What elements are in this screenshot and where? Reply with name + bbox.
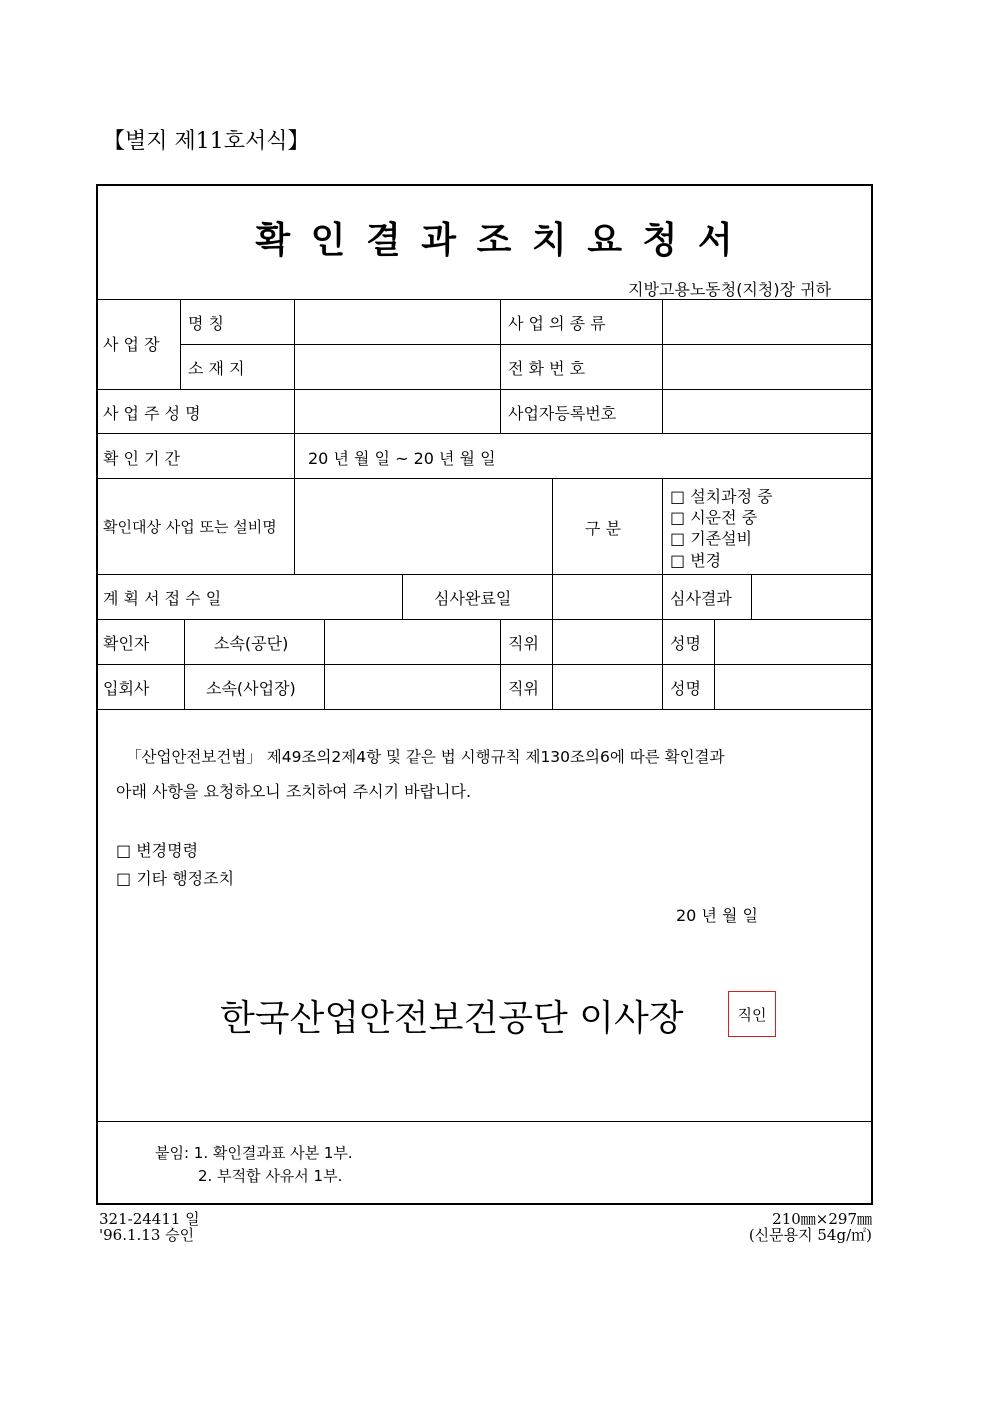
col-line bbox=[324, 619, 325, 709]
plan-receipt-label: 계 획 서 접 수 일 bbox=[103, 589, 222, 608]
row-line bbox=[96, 664, 873, 665]
request-date: 20 년 월 일 bbox=[676, 906, 758, 925]
row-line bbox=[180, 344, 873, 345]
row-line bbox=[96, 389, 873, 390]
col-line bbox=[184, 619, 185, 709]
col-line bbox=[402, 574, 403, 619]
col-line bbox=[714, 619, 715, 709]
business-type-label: 사 업 의 종 류 bbox=[508, 314, 606, 333]
col-line bbox=[500, 619, 501, 709]
affiliation-agency-label: 소속(공단) bbox=[214, 634, 289, 653]
category-option: □ 설치과정 중 bbox=[670, 487, 773, 506]
person-name-label: 성명 bbox=[670, 679, 701, 698]
target-label: 확인대상 사업 또는 설비명 bbox=[103, 518, 277, 536]
location-label: 소 재 지 bbox=[188, 359, 245, 378]
col-line bbox=[662, 299, 663, 434]
row-line bbox=[96, 478, 873, 479]
row-line bbox=[96, 574, 873, 575]
request-text-line1: 「산업안전보건법」 제49조의2제4항 및 같은 법 시행규칙 제130조의6에 따른 확인결과 bbox=[126, 748, 725, 766]
option-change-order: □ 변경명령 bbox=[116, 841, 199, 860]
col-line bbox=[180, 299, 181, 389]
review-done-label: 심사완료일 bbox=[434, 589, 512, 608]
workplace-label: 사 업 장 bbox=[103, 335, 160, 354]
period-label: 확 인 기 간 bbox=[103, 449, 181, 468]
col-line bbox=[662, 478, 663, 574]
row-line bbox=[96, 433, 873, 434]
position-label: 직위 bbox=[508, 634, 539, 653]
category-option: □ 변경 bbox=[670, 551, 722, 570]
addressee: 지방고용노동청(지청)장 귀하 bbox=[628, 280, 832, 299]
col-line bbox=[751, 574, 752, 619]
footer-paper-type: (신문용지 54g/㎡) bbox=[748, 1226, 872, 1244]
review-result-label: 심사결과 bbox=[670, 589, 732, 608]
row-line bbox=[96, 709, 873, 710]
row-line bbox=[96, 1121, 873, 1122]
owner-name-label: 사 업 주 성 명 bbox=[103, 404, 201, 423]
col-line bbox=[294, 299, 295, 575]
col-line bbox=[552, 664, 553, 709]
footer-code: 321-24411 일 bbox=[99, 1210, 200, 1228]
attachments-label: 붙임: 1. 확인결과표 사본 1부. bbox=[155, 1144, 353, 1162]
col-line bbox=[662, 574, 663, 709]
name-label: 명 칭 bbox=[188, 314, 224, 333]
col-line bbox=[552, 478, 553, 664]
option-other-action: □ 기타 행정조치 bbox=[116, 869, 235, 888]
confirmer-label: 확인자 bbox=[103, 634, 150, 653]
row-line bbox=[96, 619, 873, 620]
affiliation-site-label: 소속(사업장) bbox=[206, 679, 296, 698]
period-value: 20 년 월 일 ~ 20 년 월 일 bbox=[308, 449, 496, 468]
document-title: 확 인 결 과 조 치 요 청 서 bbox=[255, 219, 737, 261]
row-line bbox=[96, 299, 873, 300]
registration-number-label: 사업자등록번호 bbox=[508, 404, 617, 423]
signer-name: 한국산업안전보건공단 이사장 bbox=[220, 998, 684, 1039]
attendee-label: 입회사 bbox=[103, 679, 150, 698]
request-text-line2: 아래 사항을 요청하오니 조치하여 주시기 바랍니다. bbox=[116, 782, 472, 801]
person-name-label: 성명 bbox=[670, 634, 701, 653]
footer-paper-size: 210㎜×297㎜ bbox=[772, 1210, 872, 1228]
attachment-item: 2. 부적합 사유서 1부. bbox=[198, 1167, 343, 1185]
official-seal: 직인 bbox=[728, 991, 776, 1037]
form-number-label: 【별지 제11호서식】 bbox=[103, 129, 310, 154]
position-label: 직위 bbox=[508, 679, 539, 698]
col-line bbox=[500, 299, 501, 434]
phone-label: 전 화 번 호 bbox=[508, 359, 586, 378]
category-option: □ 기존설비 bbox=[670, 529, 753, 548]
category-option: □ 시운전 중 bbox=[670, 508, 758, 527]
footer-approval: '96.1.13 승인 bbox=[99, 1226, 195, 1244]
category-label: 구 분 bbox=[585, 519, 621, 538]
